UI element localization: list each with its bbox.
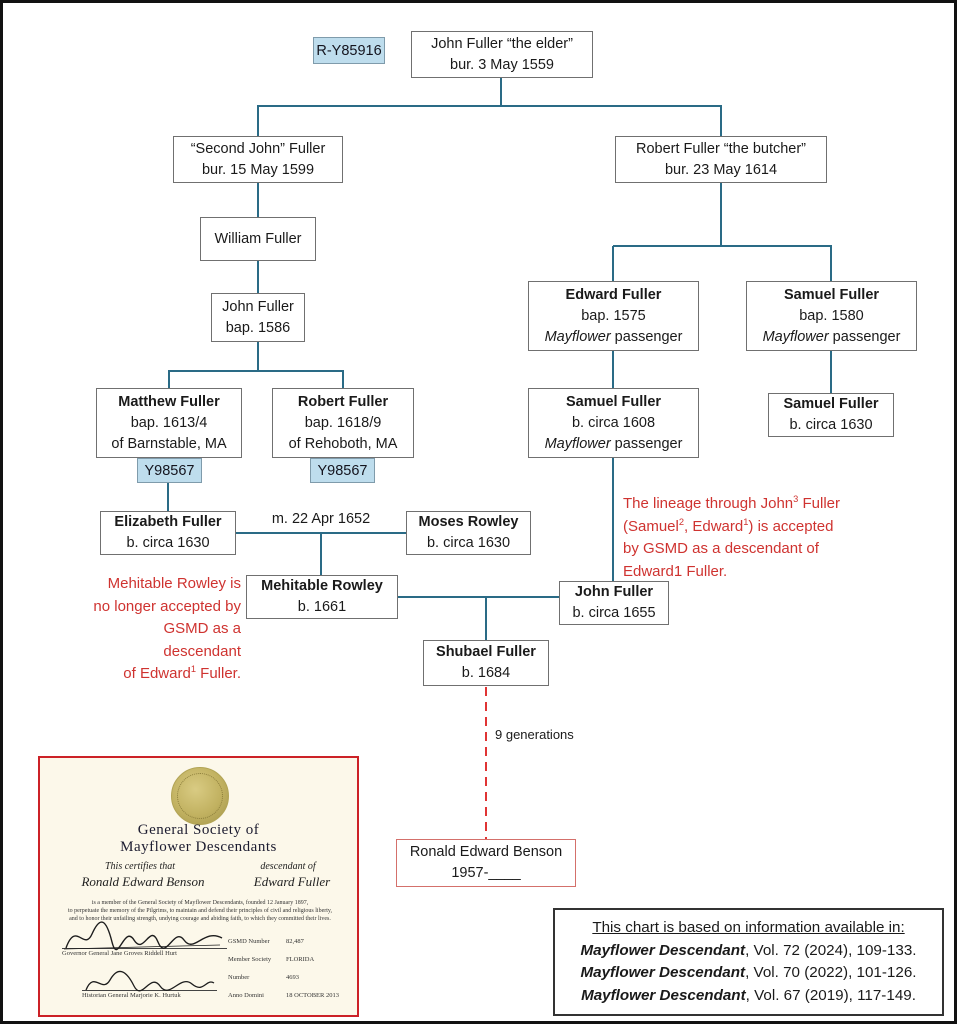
person-detail: b. circa 1630 bbox=[426, 535, 511, 551]
ship-suffix: passenger bbox=[610, 435, 683, 452]
person-name: Robert Fuller bbox=[297, 393, 389, 410]
person-box-samuel-1630 bbox=[768, 393, 894, 437]
person-box-samuel-1580 bbox=[746, 281, 917, 351]
connector-line bbox=[500, 78, 502, 106]
note-line: Mehitable Rowley is bbox=[107, 575, 241, 592]
connector-line bbox=[612, 458, 614, 581]
person-name: Edward Fuller bbox=[565, 286, 662, 303]
certificate-member-name: Ronald Edward Benson bbox=[81, 874, 205, 889]
connector-line bbox=[342, 371, 344, 388]
person-box-john-1586 bbox=[211, 293, 305, 342]
person-box-john-1655 bbox=[559, 581, 669, 625]
connector-line bbox=[613, 245, 832, 247]
note-text: , Edward bbox=[684, 517, 744, 535]
signature-line bbox=[82, 990, 217, 991]
ship-name: Mayflower bbox=[544, 328, 611, 345]
person-detail: b. circa 1630 bbox=[126, 535, 210, 551]
person-detail: bap. 1586 bbox=[225, 319, 291, 336]
person-name: John Fuller bbox=[574, 584, 654, 600]
person-detail bbox=[545, 434, 683, 455]
source-citation: , Vol. 70 (2022), 101-126. bbox=[745, 964, 917, 981]
sources-box bbox=[553, 908, 944, 1016]
field-value: 82,487 bbox=[286, 938, 304, 945]
note-line: by GSMD as a descendant of bbox=[623, 540, 819, 557]
connector-line bbox=[612, 351, 614, 388]
certificate-org-line1: General Society of bbox=[137, 822, 260, 838]
gold-seal-icon bbox=[171, 767, 229, 825]
connector-line bbox=[720, 106, 722, 136]
note-line bbox=[623, 516, 885, 539]
certificate-org-line2: Mayflower Descendants bbox=[120, 839, 277, 855]
person-box-moses bbox=[406, 511, 531, 555]
field-label: Number bbox=[228, 974, 250, 981]
person-name: Samuel Fuller bbox=[565, 393, 662, 410]
ydna-tag-robert: Y98567 bbox=[310, 458, 375, 483]
person-detail: bap. 1580 bbox=[799, 307, 864, 324]
historian-general-signature bbox=[82, 968, 217, 999]
note-line: no longer accepted by bbox=[93, 597, 241, 615]
person-name: Samuel Fuller bbox=[783, 396, 879, 412]
connector-line bbox=[257, 183, 259, 217]
note-text: of Edward bbox=[123, 665, 191, 682]
person-detail: b. circa 1655 bbox=[572, 605, 656, 621]
source-item bbox=[561, 985, 936, 1008]
field-label: GSMD Number bbox=[228, 938, 270, 945]
historian-general-caption: Historian General Marjorie K. Hurtuk bbox=[82, 992, 181, 999]
note-text: ) is accepted bbox=[748, 517, 834, 535]
person-box-william bbox=[200, 217, 316, 261]
fine-print-line: is a member of the General Society of Mayflower Descendants, founded 12 January 1897, bbox=[91, 900, 309, 906]
person-box-edward-1575 bbox=[528, 281, 699, 351]
governor-general-signature bbox=[62, 918, 227, 957]
connector-line bbox=[612, 246, 614, 281]
person-name: Elizabeth Fuller bbox=[114, 514, 222, 530]
person-box-second-john bbox=[173, 136, 343, 183]
certificate-field-number bbox=[228, 974, 353, 981]
source-item bbox=[561, 962, 936, 985]
person-box-ronald bbox=[396, 839, 576, 887]
field-value: 4693 bbox=[286, 974, 299, 981]
field-value: 18 OCTOBER 2013 bbox=[286, 992, 339, 999]
certificate-field-member-society bbox=[228, 956, 353, 963]
person-detail: 1957-____ bbox=[451, 865, 521, 881]
person-box-elizabeth bbox=[100, 511, 236, 555]
person-box-john-elder bbox=[411, 31, 593, 78]
note-superscript: 1 bbox=[190, 664, 196, 674]
person-name: Matthew Fuller bbox=[118, 393, 220, 410]
person-detail: of Rehoboth, MA bbox=[288, 435, 398, 452]
person-detail: bur. 15 May 1599 bbox=[201, 161, 315, 178]
person-detail bbox=[545, 327, 683, 348]
connector-line bbox=[257, 106, 259, 136]
person-detail: b. 1684 bbox=[461, 665, 511, 681]
connector-line bbox=[168, 371, 170, 388]
source-item bbox=[561, 940, 936, 963]
note-text: The lineage through John bbox=[623, 495, 794, 512]
source-title: Mayflower Descendant bbox=[580, 964, 746, 981]
sources-heading: This chart is based on information available in: bbox=[592, 919, 905, 936]
person-box-mehitable bbox=[246, 575, 398, 619]
connector-line bbox=[167, 483, 169, 511]
person-box-robert-butcher bbox=[615, 136, 827, 183]
note-line bbox=[623, 493, 885, 516]
gsmd-membership-certificate bbox=[38, 756, 359, 1017]
connector-line bbox=[257, 261, 259, 293]
certificate-field-gsmd-number bbox=[228, 938, 353, 945]
ship-suffix: passenger bbox=[610, 328, 683, 345]
certificate-field-anno-domini bbox=[228, 992, 353, 999]
note-text: (Samuel bbox=[623, 517, 679, 535]
note-line: GSMD as a descendant bbox=[163, 620, 241, 660]
person-detail bbox=[763, 327, 901, 348]
connector-line bbox=[168, 370, 344, 372]
person-name: Robert Fuller “the butcher” bbox=[635, 140, 807, 157]
person-box-robert-1618 bbox=[272, 388, 414, 458]
fine-print-line: to perpetuate the memory of the Pilgrims, to maintain and defend their principles of civil and religious liberty, bbox=[67, 908, 333, 914]
union-line bbox=[398, 596, 559, 598]
note-text: Fuller. bbox=[195, 665, 241, 682]
source-title: Mayflower Descendant bbox=[580, 941, 746, 959]
source-citation: , Vol. 67 (2019), 117-149. bbox=[745, 986, 916, 1004]
person-name: Mehitable Rowley bbox=[261, 578, 383, 594]
marriage-date-label: m. 22 Apr 1652 bbox=[271, 511, 371, 527]
mehitable-gsmd-note bbox=[83, 573, 241, 686]
person-detail: of Barnstable, MA bbox=[111, 435, 227, 452]
connector-line bbox=[830, 351, 832, 393]
connector-line bbox=[830, 246, 832, 281]
person-name: Ronald Edward Benson bbox=[409, 844, 563, 860]
person-detail: b. circa 1630 bbox=[789, 417, 873, 433]
person-detail: bap. 1613/4 bbox=[130, 414, 208, 431]
descendant-of-label: descendant of bbox=[260, 861, 316, 872]
note-superscript: 1 bbox=[743, 516, 749, 527]
person-box-shubael bbox=[423, 640, 549, 686]
connector-line bbox=[485, 597, 487, 640]
certifies-label: This certifies that bbox=[105, 861, 175, 872]
note-text: Fuller bbox=[798, 495, 840, 512]
field-label: Member Society bbox=[228, 956, 272, 963]
person-name: Shubael Fuller bbox=[436, 644, 536, 660]
person-name: “Second John” Fuller bbox=[190, 140, 326, 157]
lineage-gsmd-note bbox=[623, 493, 885, 583]
person-detail: bap. 1618/9 bbox=[304, 414, 382, 431]
source-title: Mayflower Descendant bbox=[581, 986, 746, 1004]
person-name: John Fuller bbox=[222, 298, 294, 315]
note-line bbox=[83, 663, 241, 686]
ship-name: Mayflower bbox=[762, 328, 829, 345]
haplogroup-tag: R-Y85916 bbox=[313, 37, 385, 64]
field-value: FLORIDA bbox=[286, 956, 315, 963]
ship-name: Mayflower bbox=[544, 435, 611, 452]
ydna-tag-matthew: Y98567 bbox=[137, 458, 202, 483]
connector-line bbox=[320, 533, 322, 575]
person-detail: b. circa 1608 bbox=[571, 414, 656, 431]
connector-line bbox=[257, 342, 259, 371]
field-label: Anno Domini bbox=[228, 992, 264, 999]
note-superscript: 2 bbox=[678, 516, 685, 527]
person-detail: bur. 23 May 1614 bbox=[664, 161, 778, 178]
person-box-samuel-1608 bbox=[528, 388, 699, 458]
person-name: Samuel Fuller bbox=[783, 286, 880, 303]
person-name: Moses Rowley bbox=[418, 514, 519, 530]
person-detail: bap. 1575 bbox=[581, 307, 646, 324]
generations-label: 9 generations bbox=[495, 727, 574, 742]
connector-line bbox=[257, 105, 722, 107]
governor-general-caption: Governor General Jane Groves Riddell Hurt bbox=[62, 950, 177, 957]
fine-print-line: and to honor their unfailing strength, undying courage and abiding faith, to which they committed their lives. bbox=[69, 916, 331, 922]
person-box-matthew bbox=[96, 388, 242, 458]
connector-line bbox=[720, 183, 722, 246]
person-name: John Fuller “the elder” bbox=[431, 35, 573, 52]
source-citation: , Vol. 72 (2024), 109-133. bbox=[745, 941, 917, 959]
person-name: William Fuller bbox=[214, 230, 302, 247]
nine-generations-dashed-line bbox=[485, 687, 487, 839]
certificate-ancestor-name: Edward Fuller bbox=[253, 874, 331, 889]
note-line: Edward1 Fuller. bbox=[623, 562, 728, 580]
note-superscript: 3 bbox=[793, 494, 799, 504]
person-detail: b. 1661 bbox=[297, 599, 347, 615]
ship-suffix: passenger bbox=[828, 328, 901, 345]
person-detail: bur. 3 May 1559 bbox=[450, 56, 554, 73]
